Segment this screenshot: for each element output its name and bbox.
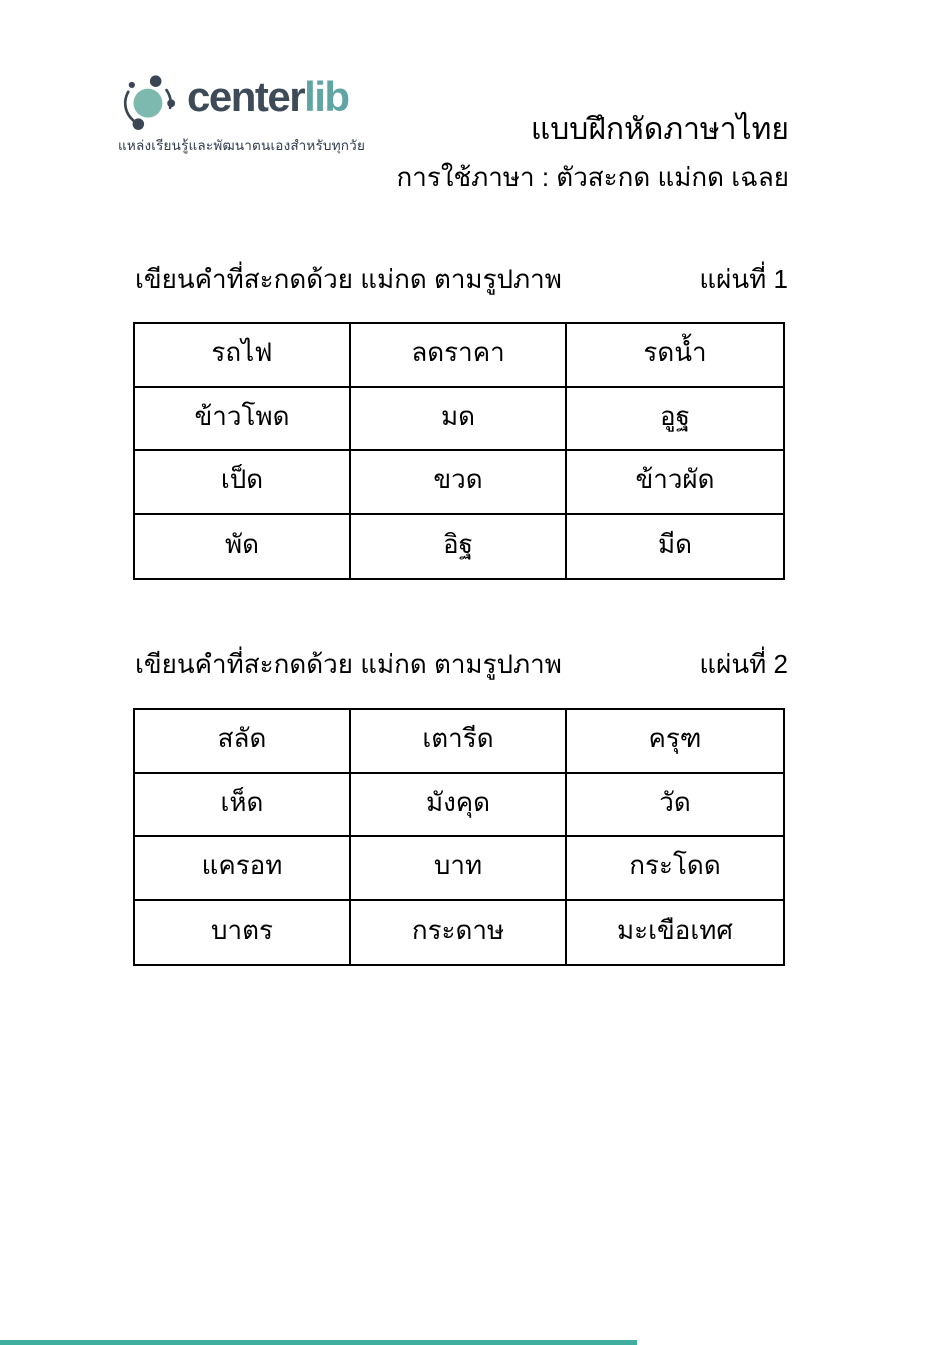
word-cell: อูฐ bbox=[567, 388, 783, 452]
section-1-instruction: เขียนคำที่สะกดด้วย แม่กด ตามรูปภาพ bbox=[135, 264, 562, 294]
word-cell: กระดาษ bbox=[351, 901, 567, 965]
section-2-instruction: เขียนคำที่สะกดด้วย แม่กด ตามรูปภาพ bbox=[135, 649, 562, 679]
word-cell: เห็ด bbox=[135, 774, 351, 838]
document-subtitle: การใช้ภาษา : ตัวสะกด แม่กด เฉลย bbox=[396, 162, 789, 192]
word-cell: มะเขือเทศ bbox=[617, 914, 733, 945]
word-cell: บาตร bbox=[135, 901, 351, 965]
word-cell: อิฐ bbox=[351, 515, 567, 579]
word-cell: กระโดด bbox=[567, 837, 783, 901]
word-cell: ข้าวผัด bbox=[567, 451, 783, 515]
centerlib-logo bbox=[118, 68, 365, 156]
word-cell: ครุฑ bbox=[567, 710, 783, 774]
answer-table-sheet-2 bbox=[133, 708, 785, 966]
word-cell: มีด bbox=[657, 528, 693, 559]
brand-tagline: แหล่งเรียนรู้และพัฒนาตนเองสำหรับทุกวัย bbox=[118, 138, 366, 153]
document-title-block bbox=[397, 110, 789, 195]
word-cell: บาท bbox=[351, 837, 567, 901]
word-cell: รถไฟ bbox=[135, 324, 351, 388]
word-cell: วัด bbox=[567, 774, 783, 838]
answer-table-sheet-1 bbox=[133, 322, 785, 580]
brand-primary-text: center bbox=[187, 73, 305, 120]
footer-accent-bar bbox=[0, 1340, 637, 1345]
word-cell: ขวด bbox=[351, 451, 567, 515]
brand-wordmark bbox=[187, 73, 349, 124]
section-2-header bbox=[135, 648, 788, 681]
word-cell: แครอท bbox=[135, 837, 351, 901]
word-cell: มังคุด bbox=[351, 774, 567, 838]
section-1-header bbox=[135, 263, 788, 296]
word-cell: ข้าวโพด bbox=[135, 388, 351, 452]
word-cell: พัด bbox=[135, 515, 351, 579]
word-cell: ลดราคา bbox=[351, 324, 567, 388]
centerlib-logo-icon bbox=[118, 68, 182, 132]
word-cell: สลัด bbox=[135, 710, 351, 774]
document-title: แบบฝึกหัดภาษาไทย bbox=[530, 113, 789, 146]
word-cell: รดน้ำ bbox=[567, 324, 783, 388]
brand-secondary-text: lib bbox=[304, 73, 349, 120]
section-2-sheet-label: แผ่นที่ 2 bbox=[699, 649, 788, 679]
word-cell: มด bbox=[351, 388, 567, 452]
word-cell: เตารีด bbox=[351, 710, 567, 774]
section-1-sheet-label: แผ่นที่ 1 bbox=[699, 264, 788, 294]
word-cell: เป็ด bbox=[135, 451, 351, 515]
